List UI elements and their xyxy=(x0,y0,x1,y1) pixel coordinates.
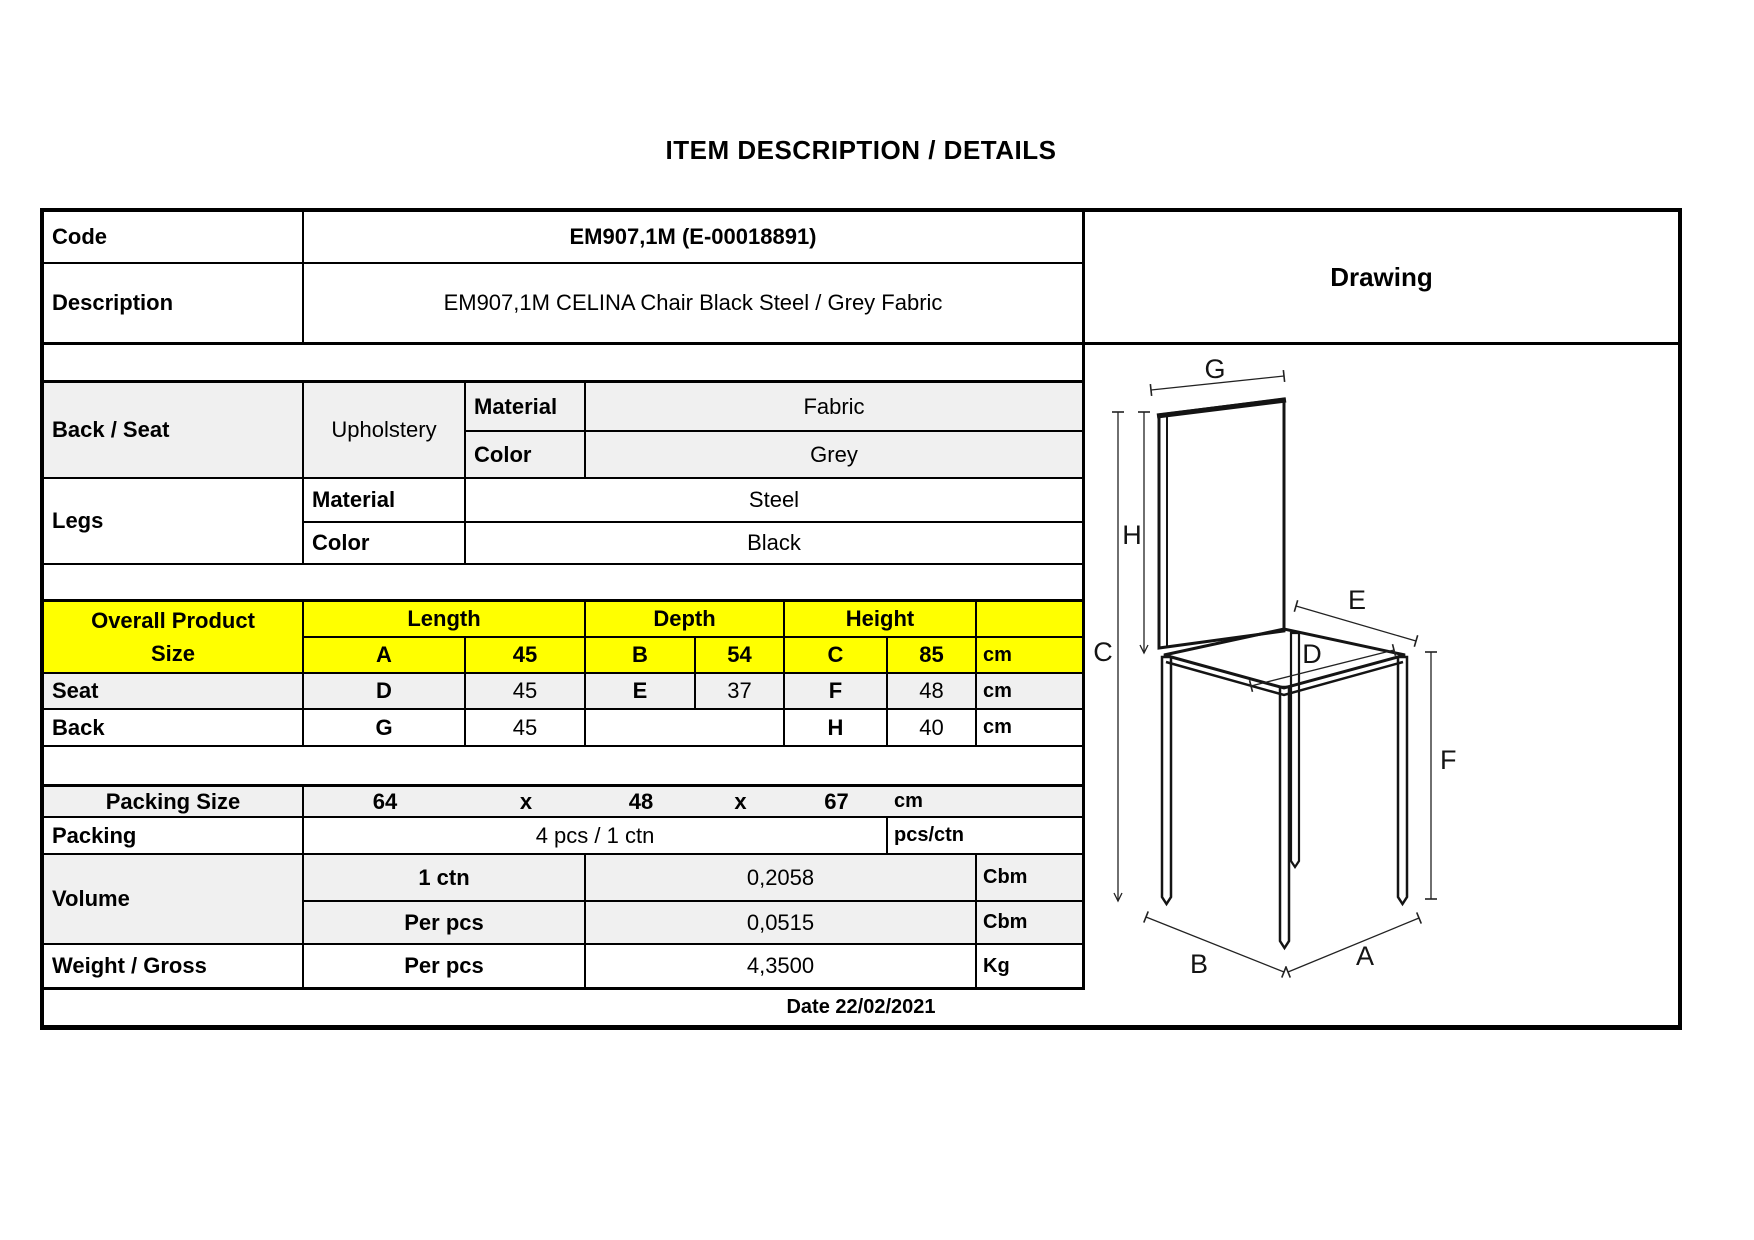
dim-b-value: 54 xyxy=(696,638,785,672)
dim-h-value: 40 xyxy=(888,710,977,745)
dim-g-label: G xyxy=(304,710,466,745)
overall-size-label: Overall Product Size xyxy=(44,602,304,672)
weight-row-label: Per pcs xyxy=(304,945,586,987)
packing-row xyxy=(44,818,1082,855)
date-row: Date 22/02/2021 xyxy=(786,996,936,1018)
back-seat-label: Back / Seat xyxy=(44,383,304,477)
dim-d-value: 45 xyxy=(466,674,586,708)
back-label: Back xyxy=(44,710,304,745)
dim-label-g: G xyxy=(1204,354,1226,384)
details-table xyxy=(44,212,1082,990)
packing-value: 4 pcs / 1 ctn xyxy=(304,818,888,853)
chair-right-leg xyxy=(1398,657,1407,904)
overall-size-unit: cm xyxy=(977,638,1082,672)
description-row xyxy=(44,264,1082,345)
code-row xyxy=(44,212,1082,264)
packing-unit: pcs/ctn xyxy=(894,824,965,846)
back-seat-color-value: Grey xyxy=(586,432,1082,477)
back-seat-block xyxy=(44,383,1082,479)
legs-material-value: Steel xyxy=(748,487,800,512)
volume-ctn-label: 1 ctn xyxy=(304,855,586,900)
dim-c-value: 85 xyxy=(888,638,977,672)
weight-value: 4,3500 xyxy=(586,945,977,987)
weight-row xyxy=(44,945,1082,990)
dim-line-d xyxy=(1251,650,1394,686)
dim-d-label: D xyxy=(304,674,466,708)
height-header: Height xyxy=(785,602,977,636)
back-seat-color-label: Color xyxy=(466,432,586,477)
legs-color-label: Color xyxy=(304,523,466,563)
dim-e-label: E xyxy=(586,674,696,708)
chair-seat xyxy=(1164,629,1405,688)
seat-row xyxy=(44,674,1082,710)
dim-label-d: D xyxy=(1302,639,1322,669)
dim-label-a: A xyxy=(1355,941,1375,971)
dim-f-value: 48 xyxy=(888,674,977,708)
packing-size-label: Packing Size xyxy=(44,787,304,816)
dim-label-e: E xyxy=(1347,585,1367,615)
chair-front-leg xyxy=(1280,687,1289,948)
spec-table xyxy=(40,208,1682,1030)
packing-size-row xyxy=(44,787,1082,818)
dim-a-label: A xyxy=(304,638,466,672)
volume-pcs-unit: Cbm xyxy=(977,902,1082,943)
dim-line-b xyxy=(1146,917,1284,972)
chair-backrest xyxy=(1159,399,1284,648)
dim-h-label: H xyxy=(785,710,888,745)
packing-size-height: 67 xyxy=(785,787,888,816)
volume-ctn-value: 0,2058 xyxy=(586,855,977,900)
seat-label: Seat xyxy=(44,674,304,708)
dim-b-label: B xyxy=(586,638,696,672)
chair-left-leg xyxy=(1162,657,1171,904)
spacer-row xyxy=(44,565,1082,602)
spacer-row xyxy=(44,345,1082,383)
dim-label-f: F xyxy=(1440,745,1457,775)
volume-block xyxy=(44,855,1082,945)
chair-backrest-top-edge xyxy=(1157,400,1286,416)
back-row xyxy=(44,710,1082,747)
dim-g-value: 45 xyxy=(466,710,586,745)
dim-a-value: 45 xyxy=(466,638,586,672)
packing-size-unit: cm xyxy=(888,787,977,816)
depth-header: Depth xyxy=(586,602,785,636)
dim-label-c: C xyxy=(1093,637,1113,667)
dim-f-label: F xyxy=(785,674,888,708)
dim-label-b: B xyxy=(1189,949,1209,979)
dim-label-h: H xyxy=(1122,520,1142,550)
weight-unit: Kg xyxy=(983,954,1010,977)
back-unit: cm xyxy=(983,716,1012,738)
packing-size-length: 64 xyxy=(304,787,466,816)
legs-material-label: Material xyxy=(304,479,466,521)
length-header: Length xyxy=(304,602,586,636)
dim-c-label: C xyxy=(785,638,888,672)
code-label: Code xyxy=(44,212,304,262)
weight-label: Weight / Gross xyxy=(44,945,304,987)
description-value: EM907,1M CELINA Chair Black Steel / Grey Fabric xyxy=(443,290,943,315)
upholstery-label: Upholstery xyxy=(304,383,466,477)
description-label: Description xyxy=(44,264,304,342)
legs-label: Legs xyxy=(44,479,304,563)
legs-color-value: Black xyxy=(747,530,801,555)
volume-pcs-label: Per pcs xyxy=(304,902,586,943)
chair-seat-apron xyxy=(1166,662,1403,695)
page-title: ITEM DESCRIPTION / DETAILS xyxy=(665,134,1057,165)
dim-e-value: 37 xyxy=(696,674,785,708)
packing-size-sep: x xyxy=(466,787,586,816)
volume-label: Volume xyxy=(44,855,304,943)
back-seat-material-label: Material xyxy=(466,383,586,430)
volume-ctn-unit: Cbm xyxy=(977,855,1082,900)
volume-pcs-value: 0,0515 xyxy=(586,902,977,943)
packing-size-sep: x xyxy=(696,787,785,816)
drawing-area xyxy=(1085,345,1678,990)
overall-size-block xyxy=(44,602,1082,674)
back-seat-material-value: Fabric xyxy=(586,383,1082,430)
chair-drawing xyxy=(1085,345,1678,990)
dim-line-a xyxy=(1288,918,1419,972)
drawing-header: Drawing xyxy=(1085,212,1678,345)
chair-back-leg xyxy=(1291,633,1299,867)
code-value: EM907,1M (E-00018891) xyxy=(569,224,817,249)
packing-size-width: 48 xyxy=(586,787,696,816)
seat-unit: cm xyxy=(977,674,1082,708)
legs-block xyxy=(44,479,1082,565)
drawing-panel xyxy=(1082,212,1678,990)
packing-label: Packing xyxy=(44,818,304,853)
spacer-row xyxy=(44,747,1082,787)
